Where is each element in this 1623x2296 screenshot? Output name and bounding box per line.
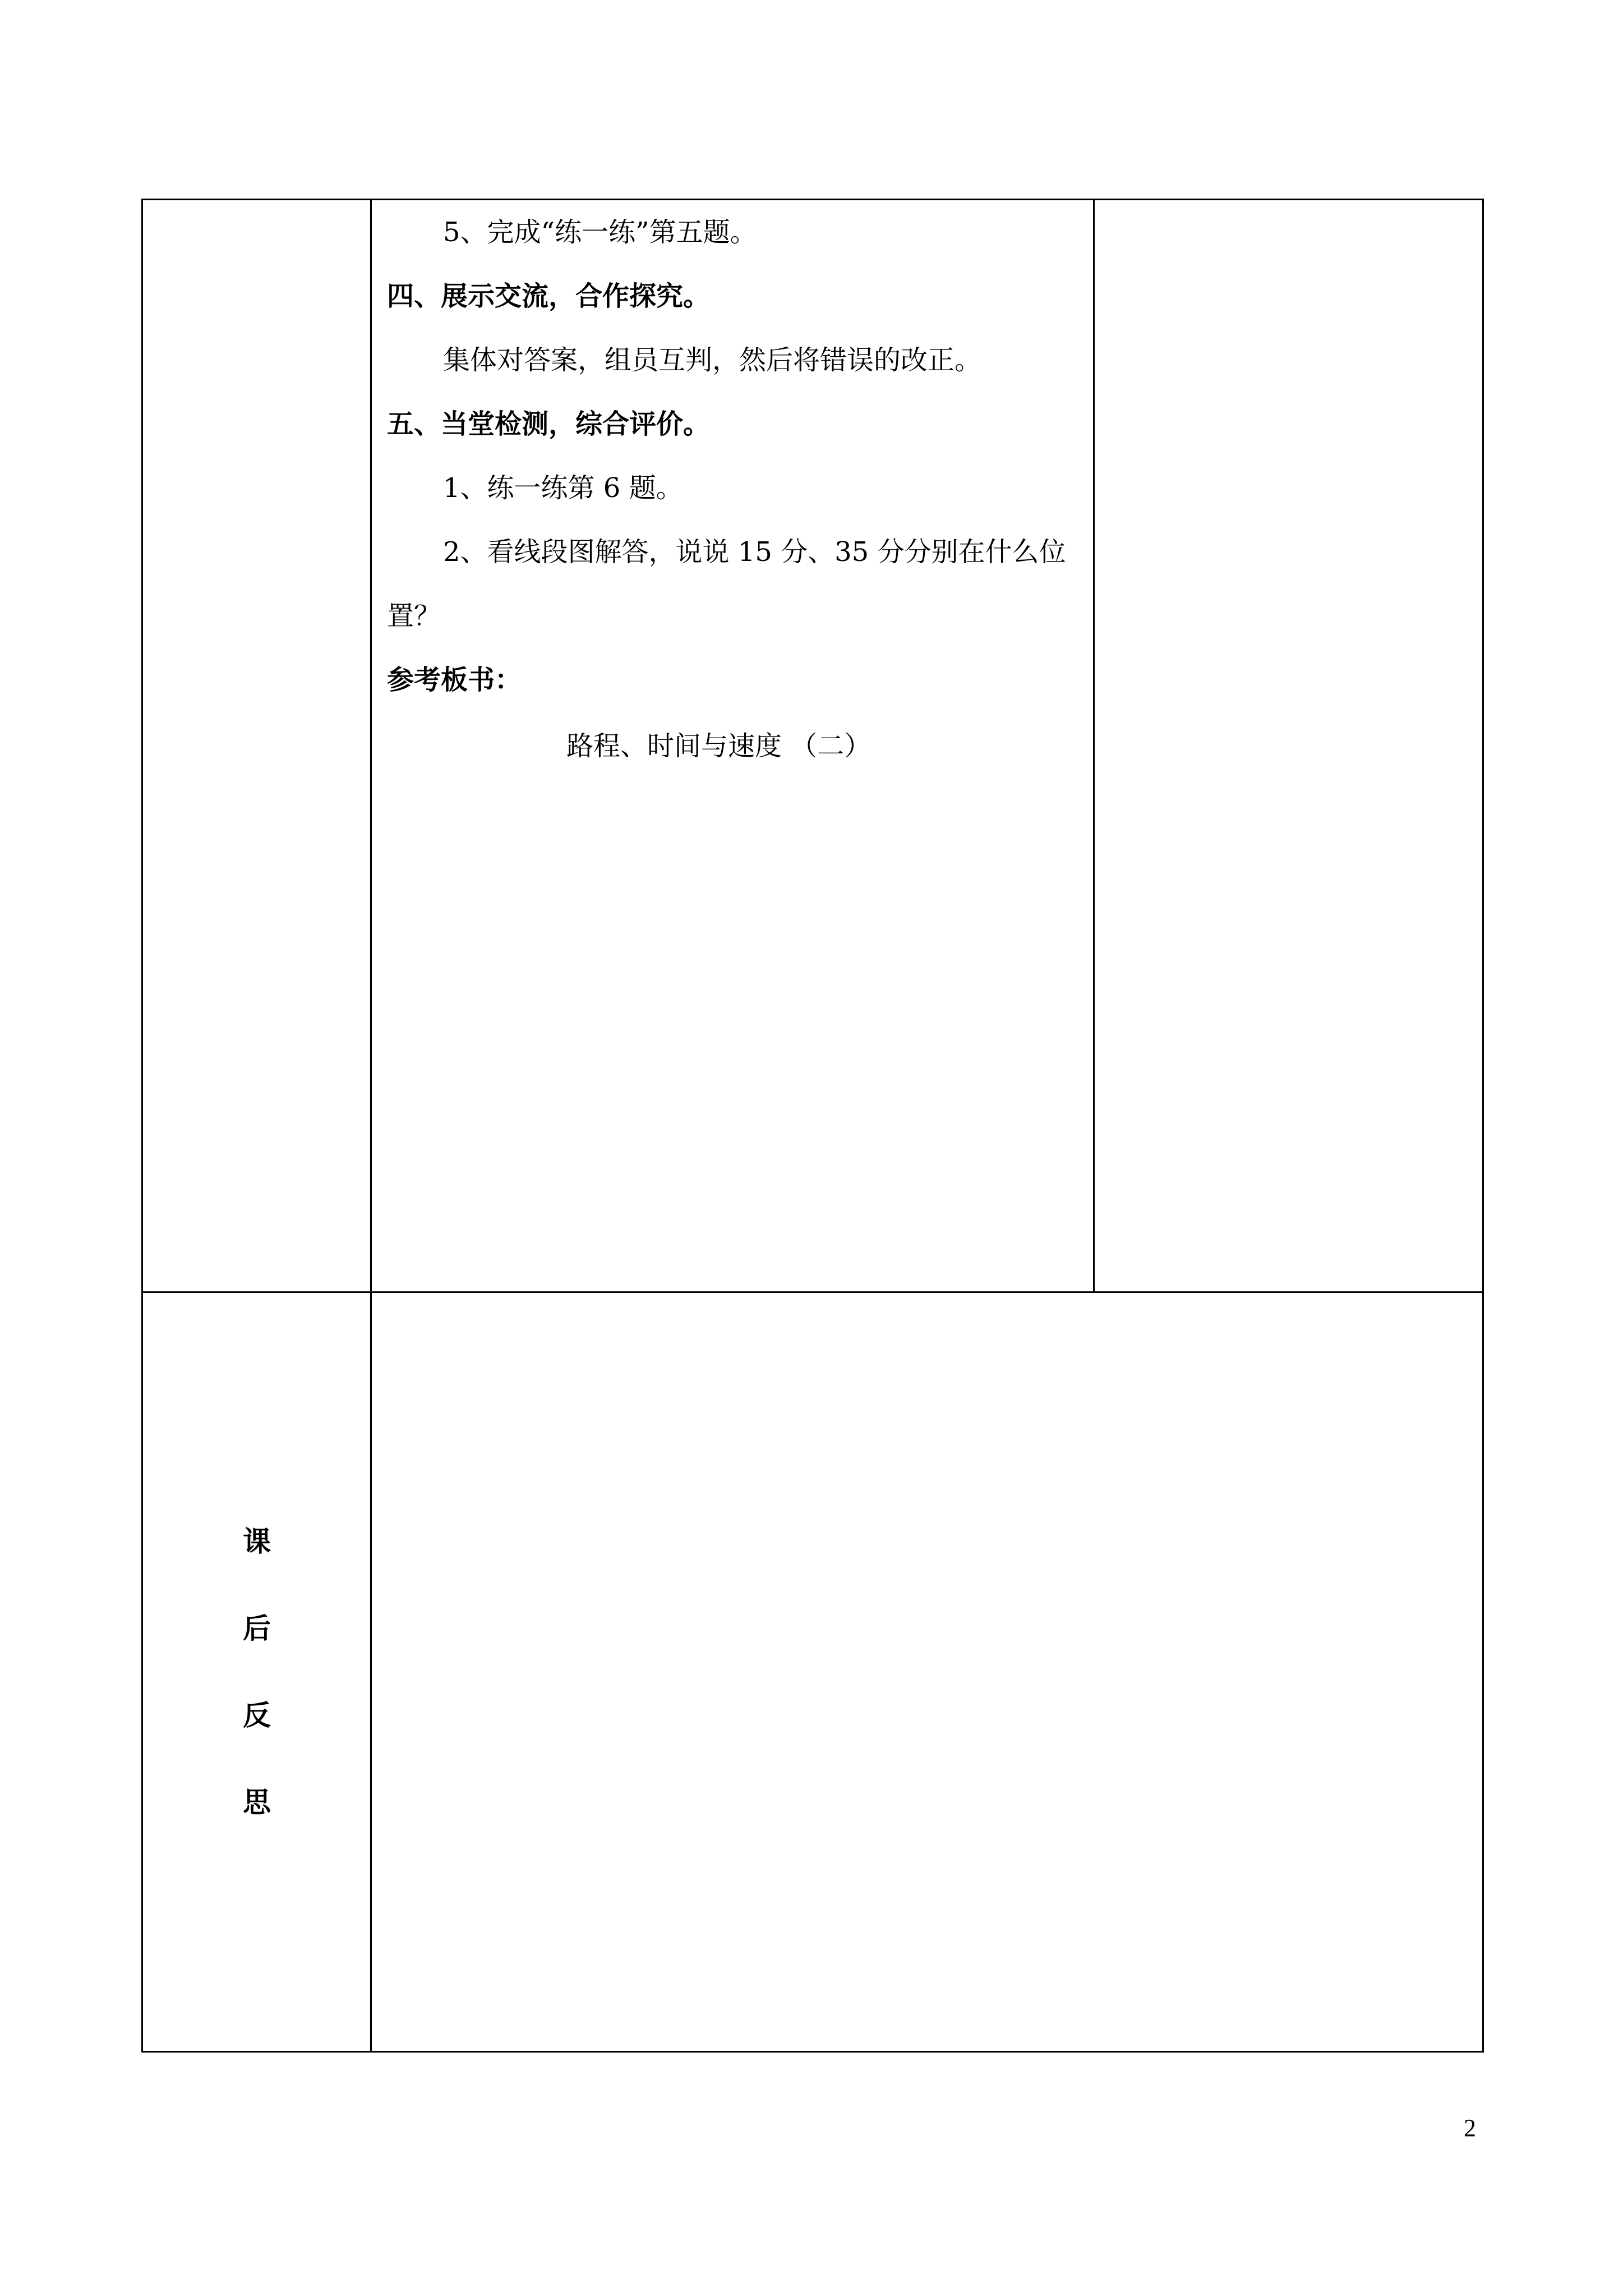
step-5-line: 5、完成“练一练”第五题。 — [443, 217, 757, 248]
table-top-border — [141, 199, 1484, 200]
test-item-2-continued: 置？ — [387, 600, 441, 632]
table-bottom-border — [141, 2051, 1484, 2053]
reflection-label-char-4: 思 — [243, 1786, 271, 1819]
section-4-body: 集体对答案，组员互判，然后将错误的改正。 — [443, 344, 982, 376]
board-plan-heading: 参考板书： — [387, 664, 522, 696]
reflection-label-char-2: 后 — [243, 1612, 271, 1645]
section-5-heading: 五、当堂检测，综合评价。 — [387, 408, 711, 440]
table-label-divider — [370, 199, 372, 2053]
page-number: 2 — [1464, 2114, 1476, 2142]
section-4-heading: 四、展示交流，合作探究。 — [387, 280, 711, 312]
reflection-label-char-3: 反 — [243, 1699, 271, 1732]
table-right-border — [1482, 199, 1484, 2053]
test-item-2: 2、看线段图解答，说说 15 分、35 分分别在什么位 — [443, 536, 1066, 568]
board-plan-title: 路程、时间与速度 （二） — [566, 730, 872, 762]
table-left-border — [141, 199, 143, 2053]
table-middle-border — [141, 1291, 1484, 1293]
test-item-1: 1、练一练第 6 题。 — [443, 472, 683, 504]
table-notes-divider — [1093, 199, 1095, 1293]
reflection-label-char-1: 课 — [243, 1525, 271, 1558]
